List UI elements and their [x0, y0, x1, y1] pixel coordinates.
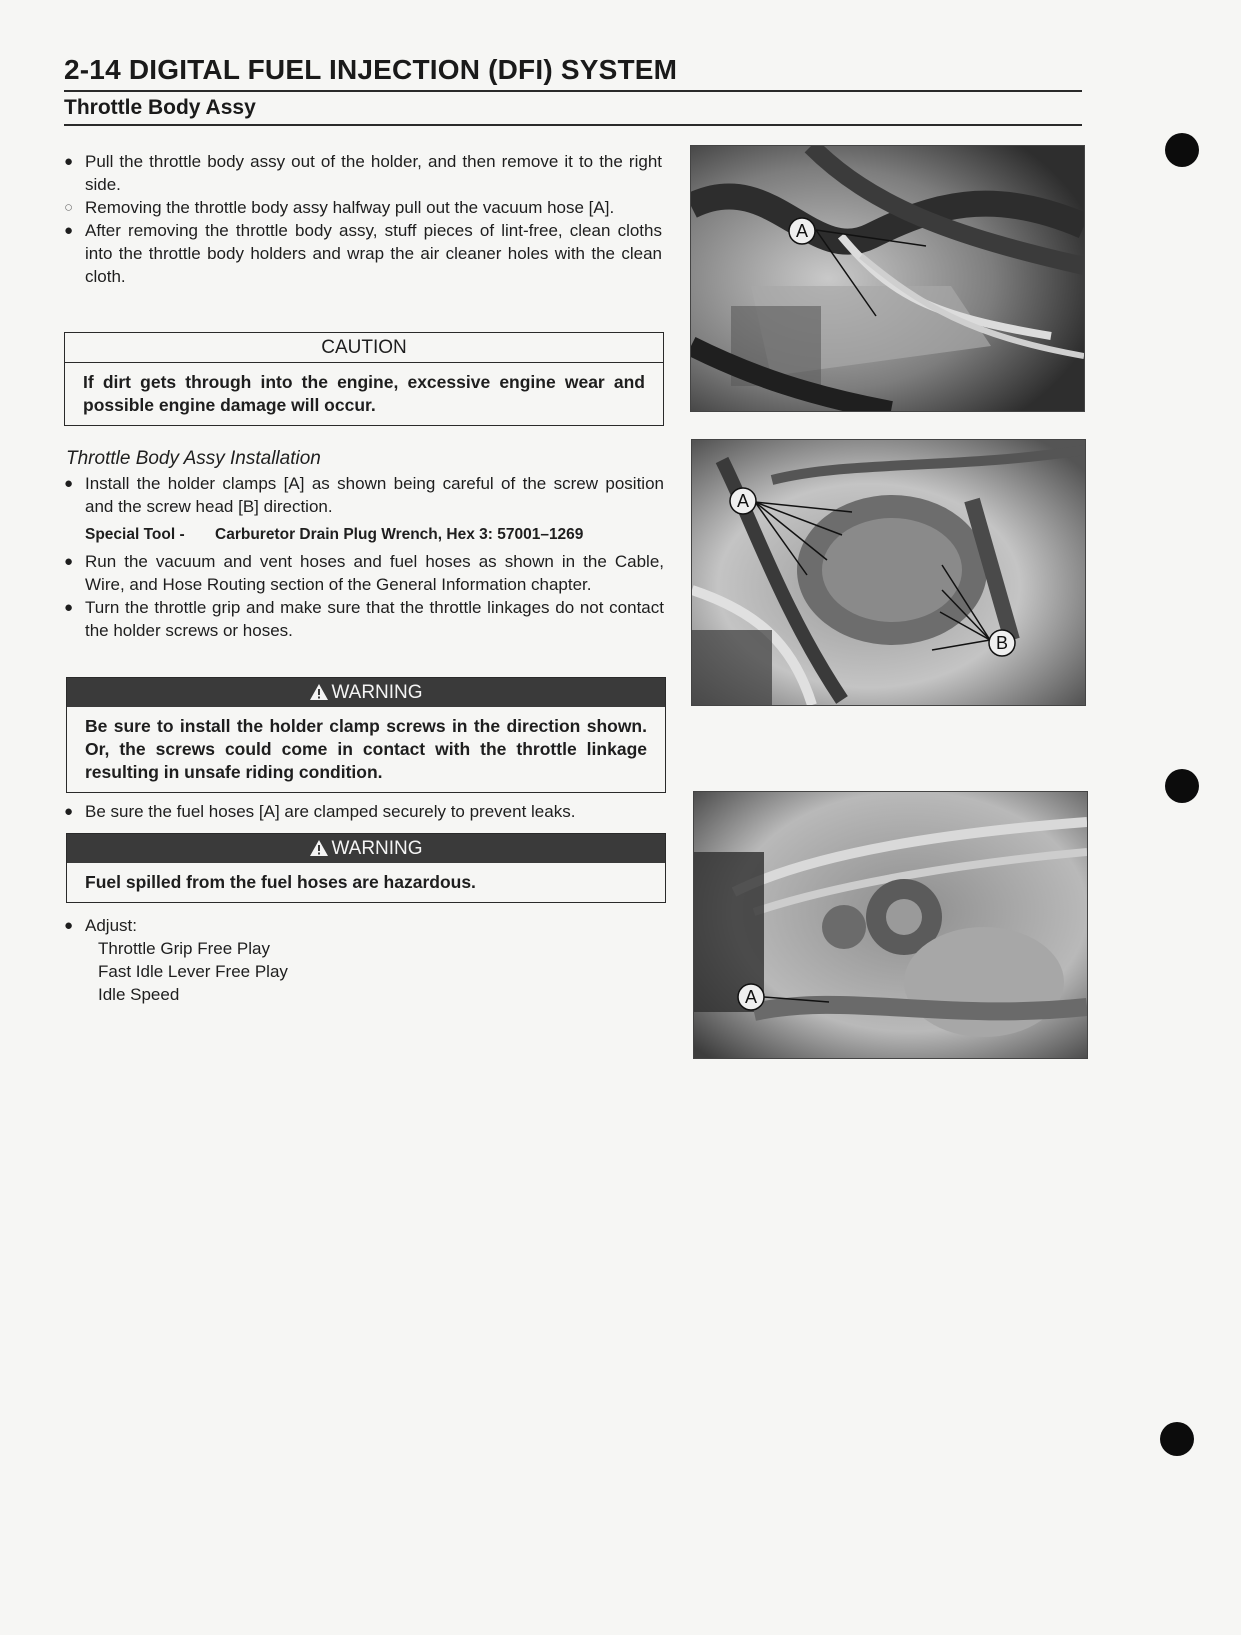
binder-hole — [1165, 133, 1199, 167]
callout-label: B — [995, 633, 1009, 653]
warning-box — [66, 833, 666, 903]
adjust-item: Throttle Grip Free Play — [98, 939, 270, 958]
warning-heading — [67, 834, 665, 863]
procedure-title: Throttle Body Assy Installation — [66, 448, 321, 469]
warning-text: Be sure to install the holder clamp screws in the direction shown. Or, the screws could come in contact with the throttle linkage resulting in unsafe riding condition. — [85, 716, 647, 782]
binder-hole — [1165, 769, 1199, 803]
step-text: Run the vacuum and vent hoses and fuel hoses as shown in the Cable, Wire, and Hose Routing section of the General Information chapter. — [85, 552, 664, 594]
bullet-marker: ● — [64, 475, 74, 492]
caution-heading: CAUTION — [65, 333, 663, 363]
list-item — [64, 800, 674, 823]
adjust-label: Adjust: — [85, 916, 137, 935]
installation-steps — [64, 472, 664, 642]
warning-triangle-icon — [309, 683, 329, 701]
callout-label: A — [736, 491, 750, 511]
step-text: Removing the throttle body assy halfway pull out the vacuum hose [A]. — [85, 198, 615, 217]
sub-bullet-marker: ○ — [64, 199, 74, 216]
bullet-marker: ● — [64, 153, 74, 170]
photo-vacuum-hose — [690, 145, 1085, 412]
list-item — [64, 219, 662, 288]
callout-label: A — [744, 987, 758, 1007]
binder-hole — [1160, 1422, 1194, 1456]
header-rule — [64, 90, 1082, 92]
section-rule — [64, 124, 1082, 126]
warning-text: Fuel spilled from the fuel hoses are hazardous. — [85, 872, 476, 892]
caution-box — [64, 332, 664, 426]
callout-label: A — [795, 221, 809, 241]
list-item — [64, 596, 664, 642]
bullet-marker: ● — [64, 917, 74, 934]
step-text: Be sure the fuel hoses [A] are clamped securely to prevent leaks. — [85, 802, 576, 821]
warning-triangle-icon — [309, 839, 329, 857]
photo-fuel-hoses — [693, 791, 1088, 1059]
step-text: Turn the throttle grip and make sure that the throttle linkages do not contact the holder screws or hoses. — [85, 598, 664, 640]
fuel-hose-step — [64, 800, 674, 823]
list-item — [64, 914, 564, 937]
special-tool-value: Carburetor Drain Plug Wrench, Hex 3: 57001–1269 — [215, 526, 584, 543]
list-item — [64, 196, 662, 219]
warning-heading-text: WARNING — [331, 838, 423, 859]
bullet-marker: ● — [64, 599, 74, 616]
step-text: After removing the throttle body assy, stuff pieces of lint-free, clean cloths into the throttle body holders and wrap the air cleaner holes with the clean cloth. — [85, 221, 662, 286]
list-item — [64, 150, 662, 196]
bullet-marker: ● — [64, 553, 74, 570]
adjust-list — [64, 937, 564, 1006]
special-tool-line — [64, 523, 664, 546]
section-title: Throttle Body Assy — [64, 96, 256, 119]
bullet-marker: ● — [64, 803, 74, 820]
adjust-item: Idle Speed — [98, 985, 180, 1004]
warning-heading-text: WARNING — [331, 682, 423, 703]
step-text: Install the holder clamps [A] as shown being careful of the screw position and the screw head [B] direction. — [85, 474, 664, 516]
photo-holder-clamps — [691, 439, 1086, 706]
list-item — [64, 550, 664, 596]
special-tool-label: Special Tool - — [85, 526, 185, 543]
step-text: Pull the throttle body assy out of the holder, and then remove it to the right side. — [85, 152, 662, 194]
list-item — [64, 472, 664, 518]
caution-text: If dirt gets through into the engine, excessive engine wear and possible engine damage will occur. — [83, 372, 645, 415]
page-title: 2-14 DIGITAL FUEL INJECTION (DFI) SYSTEM — [64, 54, 678, 85]
adjust-item: Fast Idle Lever Free Play — [98, 962, 288, 981]
adjust-step — [64, 914, 564, 1006]
warning-heading — [67, 678, 665, 707]
bullet-marker: ● — [64, 222, 74, 239]
removal-steps — [64, 150, 662, 288]
warning-box — [66, 677, 666, 793]
